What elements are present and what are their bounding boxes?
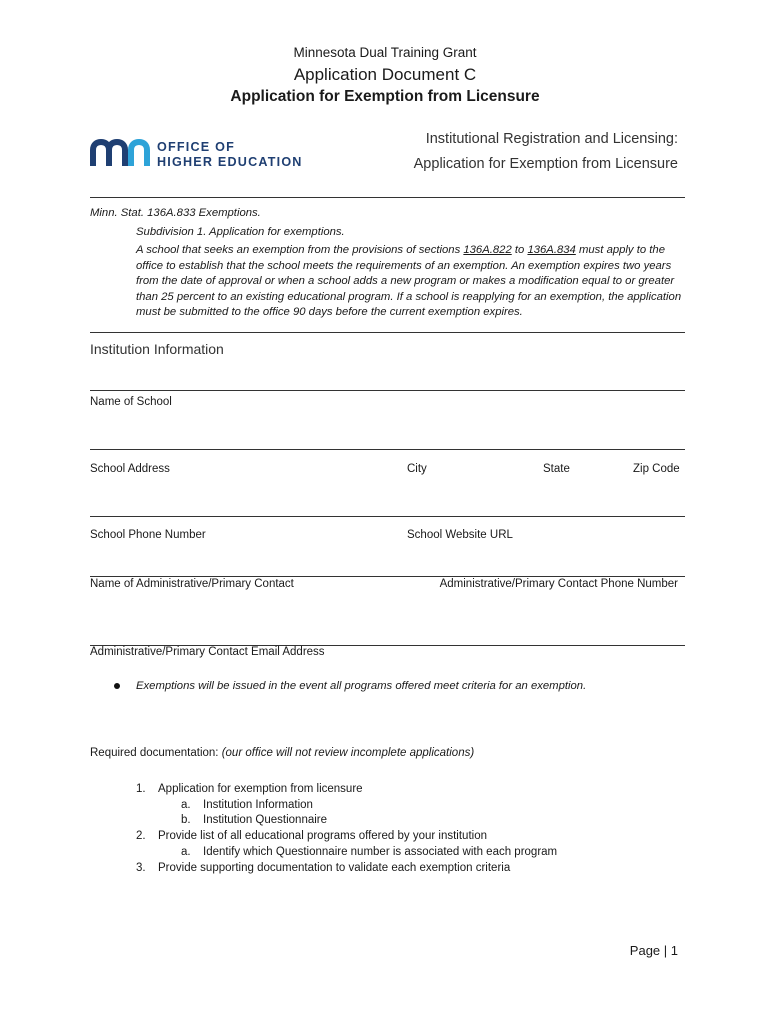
- list-item-text: Identify which Questionnaire number is associated with each program: [203, 846, 558, 858]
- mn-logo-icon: [90, 138, 154, 172]
- statute-link-136a834[interactable]: 136A.834: [527, 244, 576, 256]
- statute-body-part2: to: [511, 244, 528, 256]
- right-header-line1: Institutional Registration and Licensing:: [425, 131, 678, 147]
- logo-line1: OFFICE OF: [157, 140, 235, 154]
- list-item-number: b.: [181, 814, 191, 826]
- right-header-line2: Application for Exemption from Licensure: [413, 156, 678, 172]
- required-documentation: [90, 747, 474, 759]
- statute-title: Minn. Stat. 136A.833 Exemptions.: [90, 207, 261, 219]
- page-number: Page | 1: [629, 943, 678, 958]
- statute-body-part3: must apply to the office to establish that the school meets the requirements of an exemption. An exemption expires two years from the date of approval or when a school adds a new program or makes a modification equal to or greater than 25 percent to an existing educational program. If a school is reapplying for an exemption, the application must be submitted to the office 90 days before the current exemption expires.: [136, 244, 682, 319]
- list-item-number: 2.: [136, 830, 146, 842]
- admin-contact-name-label: Name of Administrative/Primary Contact: [90, 578, 294, 590]
- school-address-label: School Address: [90, 463, 170, 475]
- logo-wordmark: [157, 140, 303, 170]
- list-item-text: Institution Questionnaire: [203, 814, 328, 826]
- admin-contact-phone-label: Administrative/Primary Contact Phone Number: [439, 578, 678, 590]
- statute-body-part1: A school that seeks an exemption from the provisions of sections: [136, 244, 464, 256]
- section-title: Institution Information: [90, 341, 224, 357]
- list-item-number: a.: [181, 846, 191, 858]
- field-line-name-of-school[interactable]: [90, 390, 685, 391]
- list-item-text: Institution Information: [203, 799, 313, 811]
- ohe-logo: [90, 138, 330, 172]
- required-docs-label: Required documentation:: [90, 747, 222, 759]
- statute-body: [136, 243, 686, 321]
- divider: [90, 197, 685, 198]
- list-item-number: a.: [181, 799, 191, 811]
- divider: [90, 332, 685, 333]
- school-phone-label: School Phone Number: [90, 529, 206, 541]
- field-line-phone-website[interactable]: [90, 516, 685, 517]
- zip-code-label: Zip Code: [633, 463, 680, 475]
- logo-line2: HIGHER EDUCATION: [157, 155, 303, 169]
- list-item-text: Provide supporting documentation to validate each exemption criteria: [158, 862, 511, 874]
- list-item-text: Provide list of all educational programs offered by your institution: [158, 830, 487, 842]
- bullet-icon: [114, 683, 120, 689]
- statute-subdivision: Subdivision 1. Application for exemptions.: [136, 226, 345, 238]
- school-website-label: School Website URL: [407, 529, 513, 541]
- statute-link-136a822[interactable]: 136A.822: [463, 244, 512, 256]
- name-of-school-label: Name of School: [90, 396, 172, 408]
- exemption-note: Exemptions will be issued in the event all programs offered meet criteria for an exemption.: [136, 680, 587, 692]
- field-line-address[interactable]: [90, 449, 685, 450]
- list-item-number: 1.: [136, 783, 146, 795]
- grant-title: Minnesota Dual Training Grant: [293, 45, 477, 60]
- state-label: State: [543, 463, 570, 475]
- admin-contact-email-label: Administrative/Primary Contact Email Address: [90, 646, 325, 658]
- form-title: Application for Exemption from Licensure: [230, 88, 540, 105]
- list-item-number: 3.: [136, 862, 146, 874]
- required-docs-note: (our office will not review incomplete applications): [221, 747, 475, 759]
- document-title: Application Document C: [293, 65, 477, 84]
- city-label: City: [407, 463, 427, 475]
- field-line-contact[interactable]: [90, 576, 685, 577]
- list-item-text: Application for exemption from licensure: [158, 783, 363, 795]
